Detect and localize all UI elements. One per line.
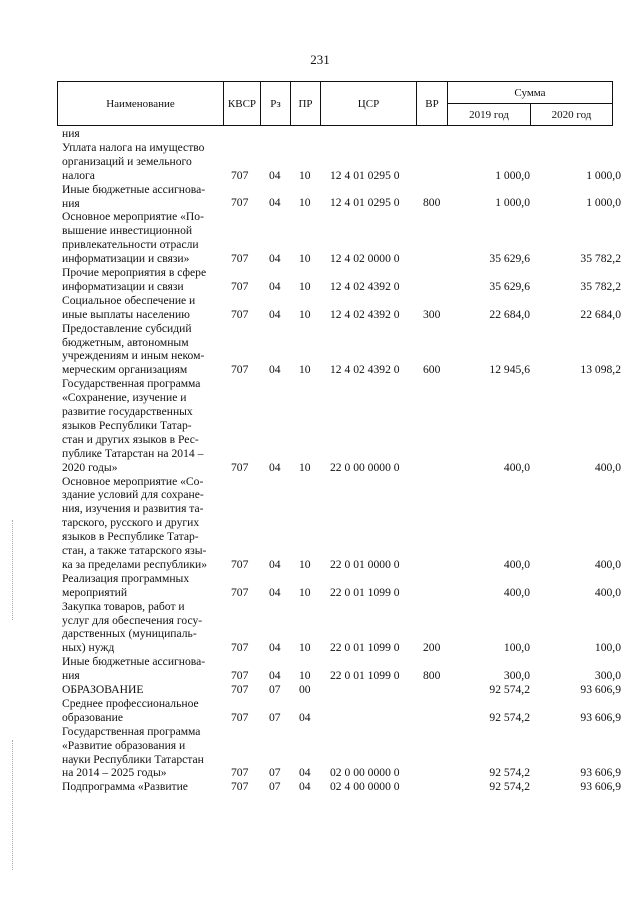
cell-vr: 800	[423, 669, 441, 683]
cell-rz: 04	[269, 252, 281, 266]
row-name-line: услуг для обеспечения госу-	[62, 613, 203, 627]
cell-pr: 04	[299, 780, 311, 794]
cell-vr: 800	[423, 196, 441, 210]
page-number: 231	[310, 52, 330, 67]
row-name	[62, 266, 224, 294]
cell-csr: 12 4 02 4392 0	[330, 363, 400, 377]
cell-rz: 04	[269, 196, 281, 210]
cell-s2019: 35 629,6	[489, 252, 530, 266]
row-name-line: развитие государственных	[62, 405, 193, 418]
row-name-line: Государственная программа	[62, 377, 201, 391]
row-name-line: «Сохранение, изучение и	[62, 391, 187, 405]
cell-csr: 12 4 02 0000 0	[330, 252, 400, 266]
row-name-line: публике Татарстан на 2014 –	[62, 446, 204, 460]
row-name	[62, 572, 224, 600]
cell-csr: 02 4 00 0000 0	[330, 780, 400, 794]
cell-s2020: 400,0	[594, 460, 621, 474]
row-name-line: мерческим организациям	[62, 363, 188, 377]
row-name-line: учреждениям и иным неком-	[62, 349, 205, 363]
cell-kvsr: 707	[231, 252, 249, 266]
cell-csr: 02 0 00 0000 0	[330, 766, 400, 780]
cell-pr: 04	[299, 710, 311, 724]
row-name-line: науки Республики Татарстан	[62, 752, 204, 766]
cell-pr: 10	[299, 669, 311, 683]
row-name-line: бюджетным, автономным	[62, 335, 189, 349]
row-name	[62, 475, 224, 572]
cell-s2020: 22 684,0	[580, 307, 621, 321]
row-name	[62, 294, 224, 322]
row-name-line: образование	[62, 710, 123, 724]
row-name	[62, 377, 224, 474]
row-name	[62, 127, 224, 141]
row-name-line: Подпрограмма «Развитие	[62, 780, 188, 794]
row-name-line: «Развитие образования и	[62, 738, 186, 752]
row-name	[62, 683, 224, 697]
cell-s2019: 92 574,2	[489, 766, 530, 780]
cell-csr: 22 0 00 0000 0	[330, 460, 400, 474]
cell-kvsr: 707	[231, 460, 249, 474]
cell-kvsr: 707	[231, 363, 249, 377]
cell-csr: 12 4 01 0295 0	[330, 168, 400, 182]
cell-kvsr: 707	[231, 196, 249, 210]
row-name-line: на 2014 – 2025 годы»	[62, 766, 167, 780]
cell-s2019: 100,0	[503, 641, 530, 655]
row-name-line: иные выплаты населению	[62, 307, 190, 321]
cell-csr: 22 0 01 1099 0	[330, 585, 400, 599]
cell-s2020: 1 000,0	[586, 196, 621, 210]
row-name	[62, 183, 224, 211]
row-name-line: ния	[62, 669, 80, 683]
cell-rz: 07	[269, 710, 281, 724]
row-name	[62, 322, 224, 378]
margin-mark	[12, 740, 13, 870]
row-name	[62, 780, 224, 794]
cell-s2019: 1 000,0	[495, 196, 530, 210]
header-pr: ПР	[291, 82, 321, 126]
cell-pr: 10	[299, 279, 311, 293]
cell-rz: 04	[269, 669, 281, 683]
cell-pr: 10	[299, 363, 311, 377]
row-name	[62, 141, 224, 183]
cell-s2020: 93 606,9	[580, 766, 621, 780]
cell-rz: 04	[269, 460, 281, 474]
row-name-line: Иные бюджетные ассигнова-	[62, 182, 206, 196]
cell-csr: 12 4 02 4392 0	[330, 307, 400, 321]
cell-pr: 00	[299, 683, 311, 696]
header-kvsr: КВСР	[224, 82, 261, 126]
row-name-line: стан и других языков в Рес-	[62, 432, 199, 446]
cell-pr: 10	[299, 557, 311, 571]
row-name-line: Реализация программных	[62, 571, 190, 585]
row-name-line: Социальное обеспечение и	[62, 293, 196, 307]
cell-s2020: 400,0	[594, 557, 621, 571]
cell-s2020: 35 782,2	[580, 279, 621, 293]
cell-s2019: 12 945,6	[489, 363, 530, 377]
header-csr: ЦСР	[321, 82, 417, 126]
cell-s2020: 93 606,9	[580, 683, 621, 696]
cell-s2020: 100,0	[594, 641, 621, 655]
cell-pr: 10	[299, 196, 311, 210]
table-header	[57, 81, 613, 126]
row-name-line: ния, изучения и развития та-	[62, 502, 204, 516]
cell-s2019: 1 000,0	[495, 168, 530, 182]
cell-kvsr: 707	[231, 279, 249, 293]
row-name-line: Государственная программа	[62, 724, 201, 738]
cell-kvsr: 707	[231, 669, 249, 683]
cell-csr: 22 0 01 1099 0	[330, 669, 400, 683]
row-name-line: 2020 годы»	[62, 460, 118, 474]
cell-rz: 07	[269, 766, 281, 780]
row-name-line: дарственных (муниципаль-	[62, 627, 197, 641]
row-name-line: Основное мероприятие «По-	[62, 210, 204, 224]
cell-rz: 04	[269, 279, 281, 293]
row-name-line: стан, а также татарского язы-	[62, 544, 207, 558]
row-name-line: ния	[62, 127, 80, 140]
cell-s2020: 93 606,9	[580, 710, 621, 724]
cell-s2019: 400,0	[503, 460, 530, 474]
cell-s2020: 13 098,2	[580, 363, 621, 377]
header-name: Наименование	[58, 82, 224, 126]
cell-s2019: 35 629,6	[489, 279, 530, 293]
cell-vr: 300	[423, 307, 441, 321]
cell-csr: 22 0 01 0000 0	[330, 557, 400, 571]
row-name	[62, 655, 224, 683]
cell-s2020: 93 606,9	[580, 780, 621, 794]
row-name-line: языков Республики Татар-	[62, 418, 192, 432]
row-name	[62, 725, 224, 781]
cell-s2019: 400,0	[503, 585, 530, 599]
cell-s2019: 92 574,2	[489, 710, 530, 724]
cell-csr: 22 0 01 1099 0	[330, 641, 400, 655]
cell-pr: 10	[299, 307, 311, 321]
cell-s2019: 92 574,2	[489, 683, 530, 696]
cell-kvsr: 707	[231, 557, 249, 571]
cell-pr: 10	[299, 585, 311, 599]
row-name-line: Иные бюджетные ассигнова-	[62, 655, 206, 669]
row-name	[62, 210, 224, 266]
cell-rz: 04	[269, 307, 281, 321]
row-name-line: информатизации и связи»	[62, 252, 190, 266]
cell-kvsr: 707	[231, 641, 249, 655]
row-name-line: языков в Республике Татар-	[62, 530, 199, 544]
row-name-line: Закупка товаров, работ и	[62, 599, 185, 613]
cell-kvsr: 707	[231, 766, 249, 780]
cell-kvsr: 707	[231, 683, 249, 696]
row-name-line: Среднее профессиональное	[62, 696, 199, 710]
cell-s2020: 35 782,2	[580, 252, 621, 266]
margin-mark	[12, 520, 13, 620]
row-name-line: ния	[62, 196, 80, 210]
cell-s2020: 300,0	[594, 669, 621, 683]
row-name-line: Прочие мероприятия в сфере	[62, 266, 207, 279]
row-name-line: тарского, русского и других	[62, 516, 200, 530]
cell-rz: 04	[269, 585, 281, 599]
cell-pr: 10	[299, 168, 311, 182]
cell-kvsr: 707	[231, 307, 249, 321]
header-rz: Рз	[261, 82, 291, 126]
row-name-line: вышение инвестиционной	[62, 224, 193, 238]
cell-vr: 200	[423, 641, 441, 655]
row-name	[62, 697, 224, 725]
cell-s2019: 300,0	[503, 669, 530, 683]
cell-kvsr: 707	[231, 780, 249, 794]
cell-kvsr: 707	[231, 585, 249, 599]
row-name-line: привлекательности отрасли	[62, 238, 199, 252]
cell-s2020: 1 000,0	[586, 168, 621, 182]
header-vr: ВР	[417, 82, 448, 126]
row-name-line: Предоставление субсидий	[62, 321, 192, 335]
cell-rz: 04	[269, 557, 281, 571]
cell-vr: 600	[423, 363, 441, 377]
cell-csr: 12 4 02 4392 0	[330, 279, 400, 293]
header-2020: 2020 год	[531, 104, 613, 126]
row-name-line: ка за пределами республики»	[62, 557, 207, 571]
row-name-line: Основное мероприятие «Со-	[62, 474, 204, 488]
cell-kvsr: 707	[231, 168, 249, 182]
cell-s2019: 22 684,0	[489, 307, 530, 321]
cell-s2020: 400,0	[594, 585, 621, 599]
cell-pr: 10	[299, 252, 311, 266]
row-name	[62, 600, 224, 656]
cell-s2019: 400,0	[503, 557, 530, 571]
header-sum: Сумма	[448, 82, 613, 104]
cell-s2019: 92 574,2	[489, 780, 530, 794]
cell-pr: 10	[299, 641, 311, 655]
cell-rz: 04	[269, 168, 281, 182]
row-name-line: организаций и земельного	[62, 154, 192, 168]
row-name-line: мероприятий	[62, 585, 128, 599]
cell-rz: 04	[269, 363, 281, 377]
row-name-line: здание условий для сохране-	[62, 488, 204, 502]
cell-rz: 04	[269, 641, 281, 655]
cell-pr: 10	[299, 460, 311, 474]
row-name-line: Уплата налога на имущество	[62, 140, 205, 154]
cell-csr: 12 4 01 0295 0	[330, 196, 400, 210]
row-name-line: информатизации и связи	[62, 279, 184, 293]
row-name-line: ных) нужд	[62, 641, 115, 655]
row-name-line: ОБРАЗОВАНИЕ	[62, 683, 144, 696]
cell-rz: 07	[269, 683, 281, 696]
header-2019: 2019 год	[448, 104, 531, 126]
cell-pr: 04	[299, 766, 311, 780]
cell-rz: 07	[269, 780, 281, 794]
row-name-line: налога	[62, 168, 95, 182]
cell-kvsr: 707	[231, 710, 249, 724]
